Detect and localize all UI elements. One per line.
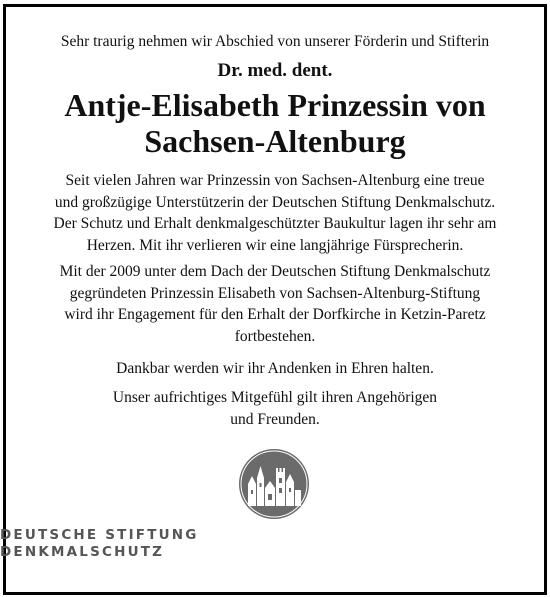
deceased-name (0, 87, 550, 159)
paragraph-line: und großzügige Unterstützerin der Deutschen Stiftung Denkmalschutz. (54, 193, 496, 211)
foundation-logo-text (0, 527, 550, 561)
paragraph-line: Mit der 2009 unter dem Dach der Deutschen Stiftung Denkmalschutz (59, 263, 491, 280)
logo-line-1: DEUTSCHE STIFTUNG (0, 527, 199, 543)
intro-text: Sehr traurig nehmen wir Abschied von unserer Förderin und Stifterin (60, 33, 490, 50)
foundation-logo-icon (238, 448, 310, 520)
name-line-1: Antje-Elisabeth Prinzessin von (64, 87, 486, 123)
paragraph-tribute (20, 170, 530, 256)
paragraph-foundation (20, 261, 530, 347)
paragraph-line: Seit vielen Jahren war Prinzessin von Sachsen-Altenburg eine treue (65, 172, 485, 189)
logo-line-2: DENKMALSCHUTZ (0, 544, 165, 560)
name-line-2: Sachsen-Altenburg (144, 123, 406, 159)
paragraph-line: fortbestehen. (234, 327, 316, 345)
paragraph-line: Der Schutz und Erhalt denkmalgeschützter Baukultur lagen ihr sehr am (53, 215, 497, 232)
paragraph-gratitude: Dankbar werden wir ihr Andenken in Ehren halten. (116, 360, 434, 377)
paragraph-condolence (20, 387, 530, 430)
paragraph-line: wird ihr Engagement für den Erhalt der Dorfkirche in Ketzin-Paretz (64, 306, 486, 323)
paragraph-line: und Freunden. (230, 410, 320, 428)
honorific-title: Dr. med. dent. (217, 60, 333, 81)
paragraph-line: gegründeten Prinzessin Elisabeth von Sachsen-Altenburg-Stiftung (69, 284, 481, 302)
paragraph-line: Herzen. Mit ihr verlieren wir eine langjährige Fürsprecherin. (86, 236, 464, 254)
paragraph-line: Unser aufrichtiges Mitgefühl gilt ihren Angehörigen (112, 389, 438, 406)
